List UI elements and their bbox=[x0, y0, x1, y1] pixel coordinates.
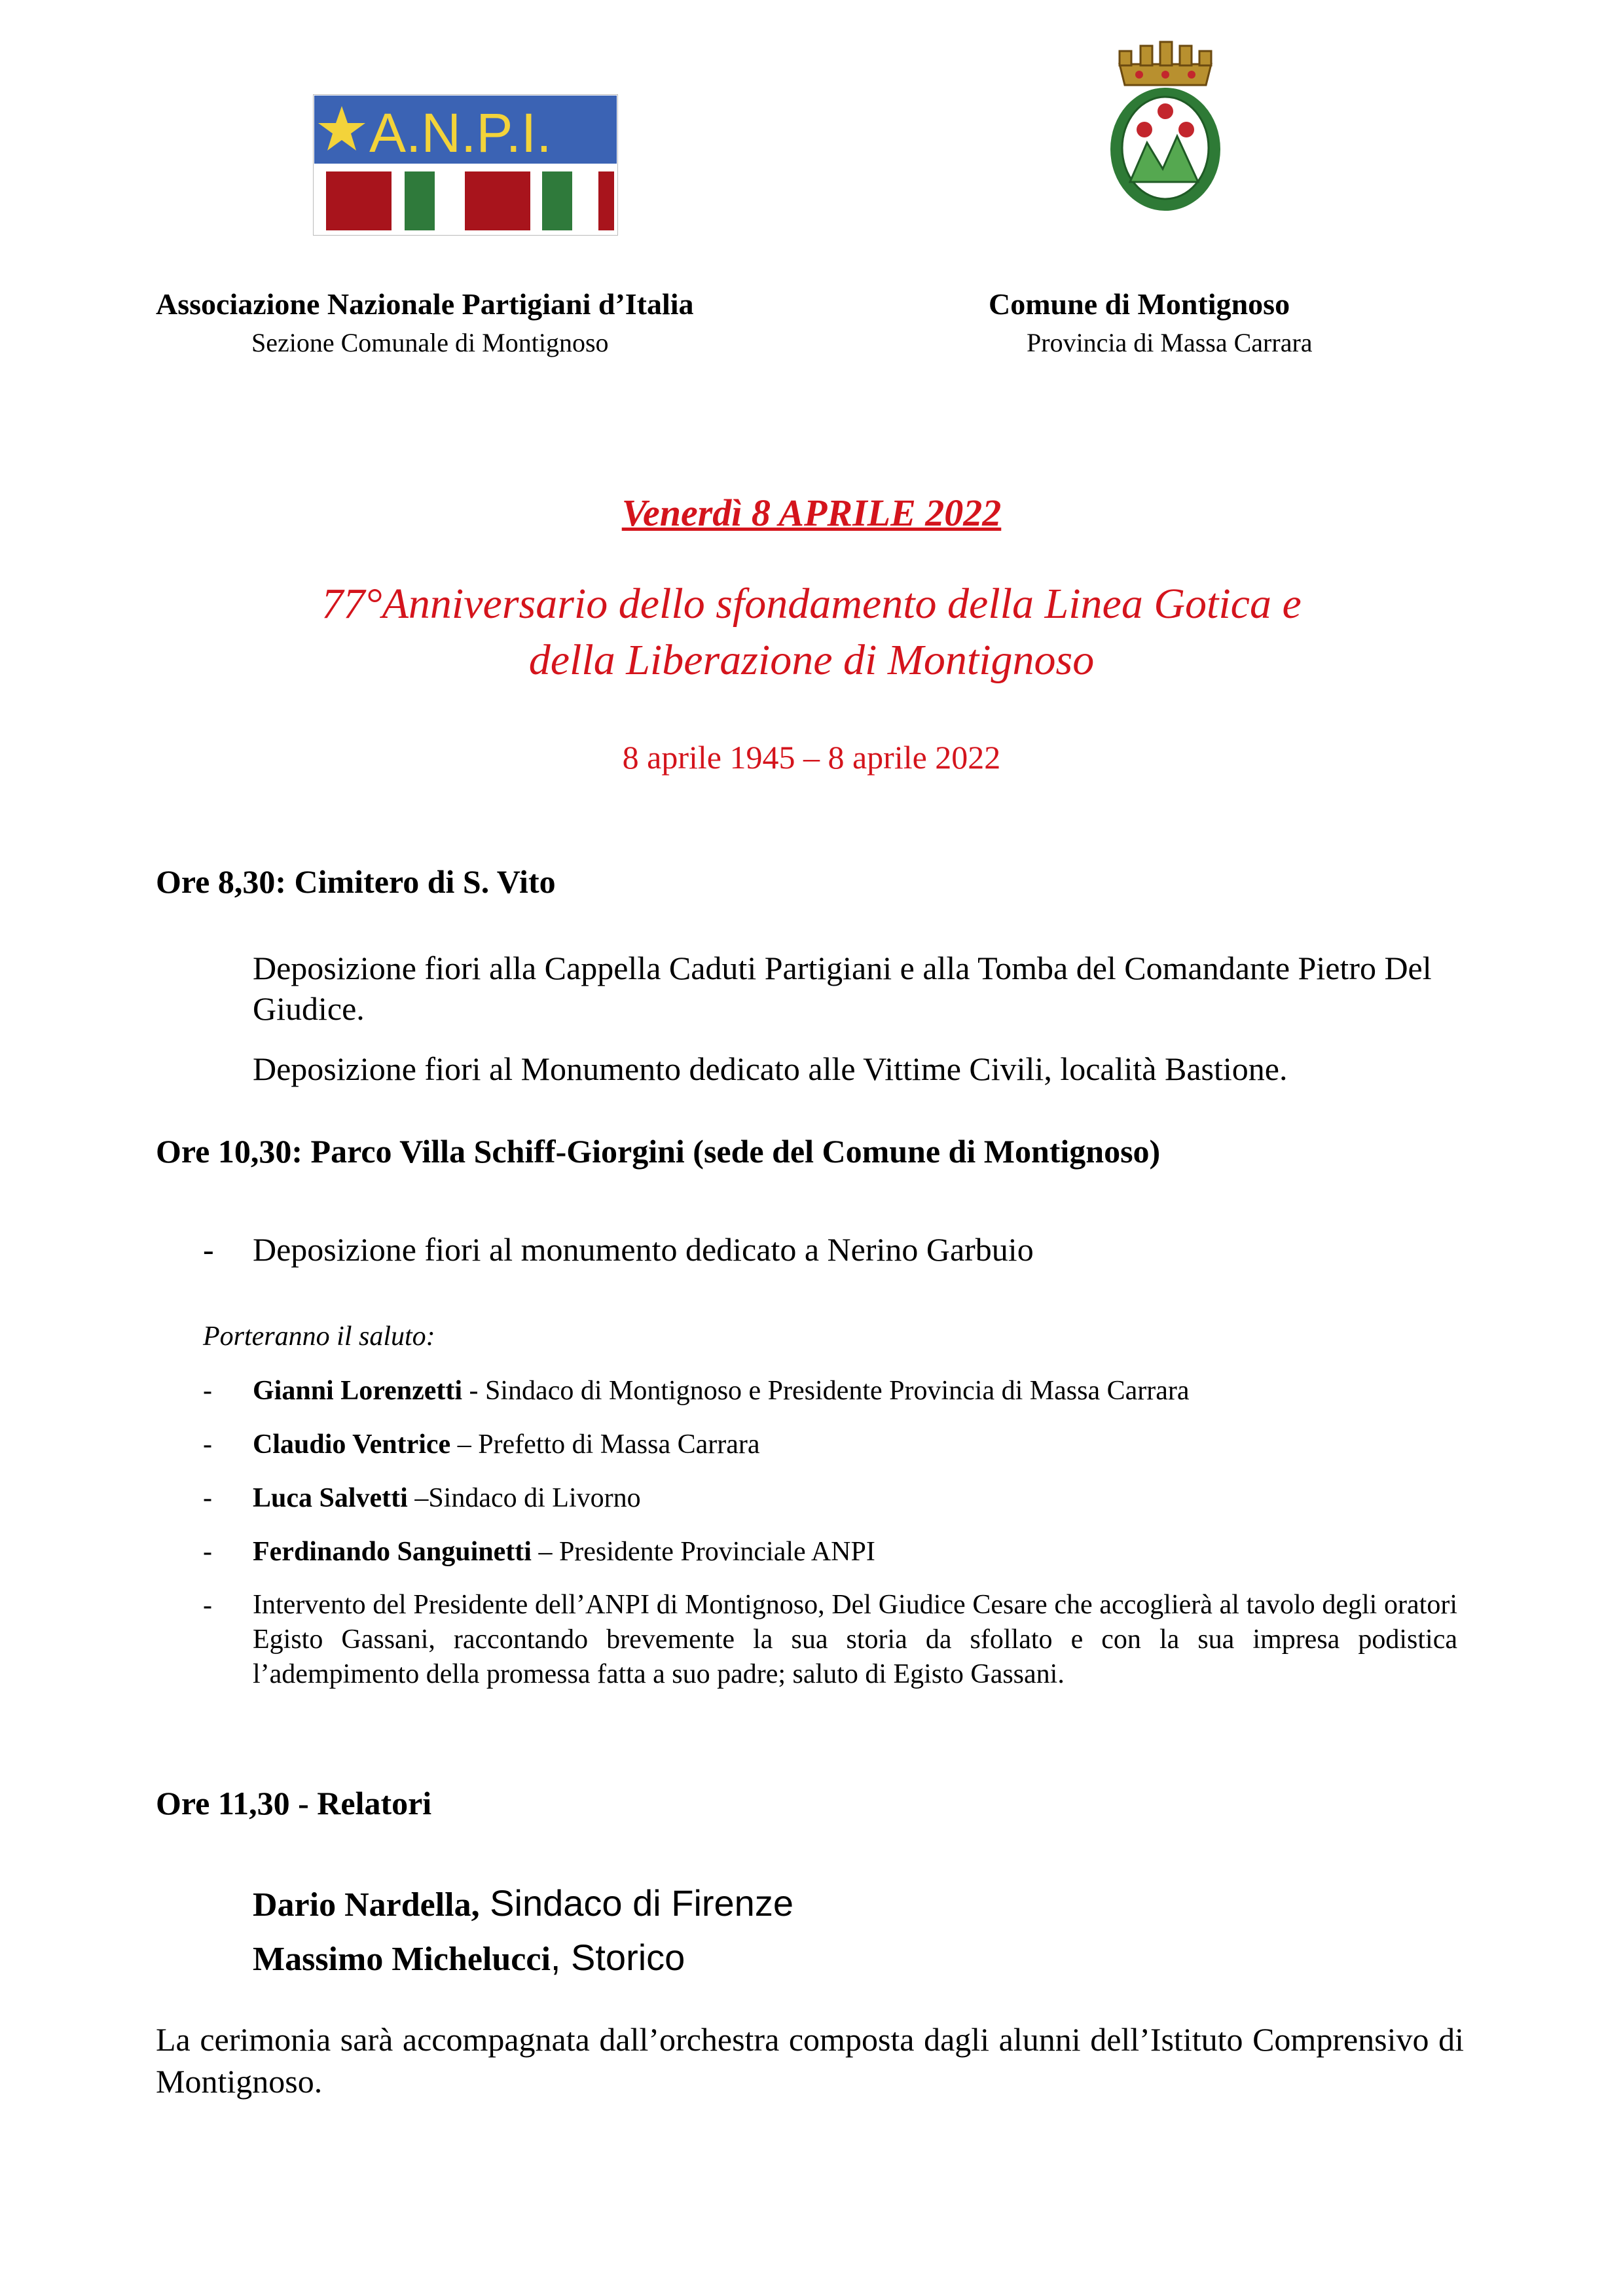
speaker-role: –Sindaco di Livorno bbox=[407, 1483, 641, 1513]
speaker-role: – Presidente Provinciale ANPI bbox=[531, 1537, 875, 1567]
speaker-name: Luca Salvetti bbox=[253, 1483, 408, 1513]
years-range: 8 aprile 1945 – 8 aprile 2022 bbox=[622, 739, 1001, 776]
list-dash: - bbox=[203, 1537, 212, 1567]
anniversary-title bbox=[0, 576, 1623, 689]
list-dash: - bbox=[203, 1376, 212, 1406]
closing-paragraph: La cerimonia sarà accompagnata dall’orchestra composta dagli alunni dell’Istituto Comprensivo di Montignoso. bbox=[156, 2021, 1464, 2100]
section-heading-1030: Ore 10,30: Parco Villa Schiff-Giorgini (sede del Comune di Montignoso) bbox=[156, 1133, 1161, 1170]
anpi-org-section: Sezione Comunale di Montignoso bbox=[251, 328, 609, 357]
section-heading-1130: Ore 11,30 - Relatori bbox=[156, 1785, 432, 1821]
section1-paragraph2: Deposizione fiori al Monumento dedicato alle Vittime Civili, località Bastione. bbox=[253, 1050, 1288, 1087]
anpi-org-name: Associazione Nazionale Partigiani d’Italia bbox=[156, 287, 694, 321]
wreath-item: Deposizione fiori al monumento dedicato a Nerino Garbuio bbox=[253, 1231, 1034, 1268]
list-dash: - bbox=[203, 1231, 214, 1268]
list-item bbox=[253, 1427, 760, 1462]
intervention-paragraph: Intervento del Presidente dell’ANPI di Montignoso, Del Giudice Cesare che accoglierà al tavolo degli oratori Egisto Gassani, raccontando brevemente la sua storia da sfollato e con la sua impresa podistica l’adempimento della promessa fatta a suo padre; saluto di Egisto Gassani. bbox=[253, 1590, 1457, 1689]
list-item bbox=[253, 1480, 641, 1516]
list-item bbox=[253, 1877, 793, 1931]
speaker-role: – Prefetto di Massa Carrara bbox=[450, 1429, 760, 1460]
list-dash: - bbox=[203, 1429, 212, 1460]
coat-of-arms-logo bbox=[1100, 38, 1231, 215]
speaker-role: , Storico bbox=[550, 1937, 685, 1978]
comune-name: Comune di Montignoso bbox=[989, 287, 1290, 321]
speaker-role: - Sindaco di Montignoso e Presidente Provincia di Massa Carrara bbox=[462, 1376, 1190, 1406]
speakers-list bbox=[253, 1877, 793, 1986]
anniversary-title-line2: della Liberazione di Montignoso bbox=[528, 636, 1095, 684]
list-item bbox=[253, 1373, 1189, 1408]
section-heading-0830: Ore 8,30: Cimitero di S. Vito bbox=[156, 863, 556, 900]
list-dash: - bbox=[203, 1483, 212, 1513]
speaker-name: Ferdinando Sanguinetti bbox=[253, 1537, 532, 1567]
speaker-name: Claudio Ventrice bbox=[253, 1429, 451, 1460]
anpi-logo-text: A.N.P.I. bbox=[369, 102, 552, 164]
speaker-role: Sindaco di Firenze bbox=[479, 1882, 793, 1924]
section1-paragraph1: Deposizione fiori alla Cappella Caduti Partigiani e alla Tomba del Comandante Pietro Del Giudice. bbox=[253, 950, 1432, 1027]
greetings-label: Porteranno il saluto: bbox=[203, 1321, 435, 1352]
anniversary-title-line1: 77°Anniversario dello sfondamento della Linea Gotica e bbox=[321, 580, 1302, 628]
speaker-name: Gianni Lorenzetti bbox=[253, 1376, 463, 1406]
speaker-name: Massimo Michelucci bbox=[253, 1941, 551, 1978]
speaker-name: Dario Nardella, bbox=[253, 1886, 480, 1924]
anpi-logo bbox=[313, 94, 618, 236]
event-date: Venerdì 8 APRILE 2022 bbox=[621, 492, 1002, 534]
list-item bbox=[253, 1931, 793, 1986]
list-item bbox=[253, 1534, 875, 1570]
comune-province: Provincia di Massa Carrara bbox=[1027, 328, 1313, 357]
list-dash: - bbox=[203, 1590, 212, 1621]
